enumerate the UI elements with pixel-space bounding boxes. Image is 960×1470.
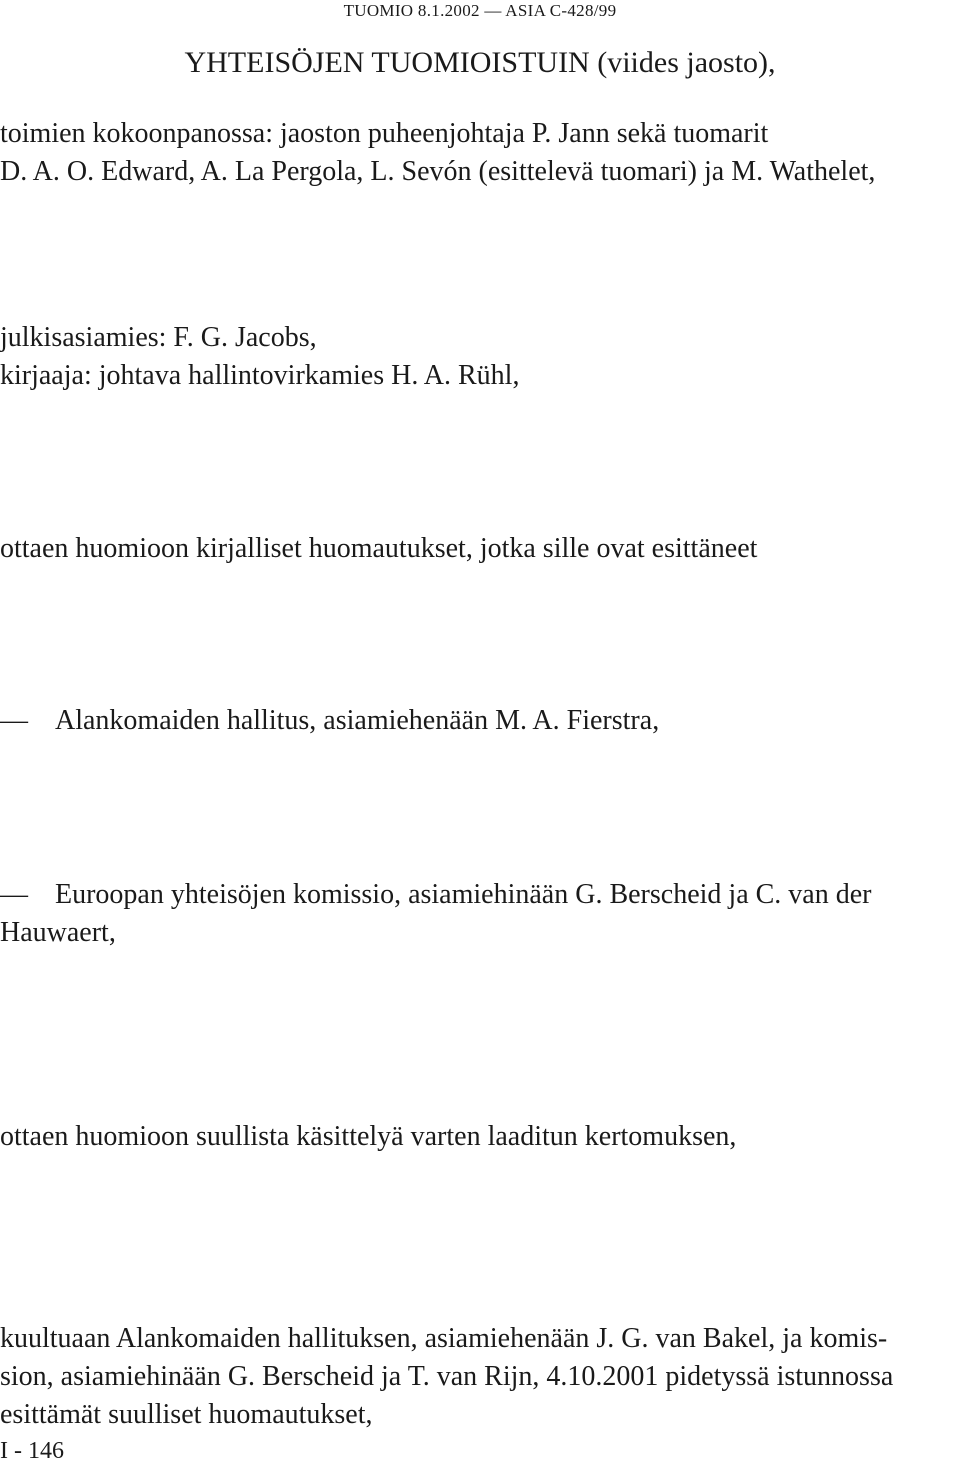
hearing-line-2: sion, asiamiehinään G. Berscheid ja T. van Rijn, 4.10.2001 pidetyssä istunnossa — [0, 1361, 894, 1392]
officers-block — [0, 319, 960, 395]
hearing-line-1: kuultuaan Alankomaiden hallituksen, asiamiehenään J. G. van Bakel, ja komis- — [0, 1323, 888, 1354]
composition-line-2: D. A. O. Edward, A. La Pergola, L. Sevón (esittelevä tuomari) ja M. Wathelet, — [0, 156, 876, 187]
report-paragraph: ottaen huomioon suullista käsittelyä varten laaditun kertomuksen, — [0, 1121, 737, 1152]
list-dash: — — [0, 879, 28, 910]
page-number: I - 146 — [0, 1438, 64, 1464]
observation-item-text-cont: Hauwaert, — [0, 917, 116, 948]
observation-item-text: Euroopan yhteisöjen komissio, asiamiehinään G. Berscheid ja C. van der — [55, 879, 872, 910]
hearing-paragraph — [0, 1320, 960, 1434]
composition-block — [0, 115, 960, 191]
composition-line-1: toimien kokoonpanossa: jaoston puheenjohtaja P. Jann sekä tuomarit — [0, 118, 769, 149]
observation-item-text: Alankomaiden hallitus, asiamiehenään M. A. Fierstra, — [55, 705, 660, 736]
hearing-line-3: esittämät suulliset huomautukset, — [0, 1399, 373, 1430]
list-dash: — — [0, 705, 28, 736]
registrar: kirjaaja: johtava hallintovirkamies H. A. Rühl, — [0, 360, 520, 391]
observations-intro: ottaen huomioon kirjalliset huomautukset, jotka sille ovat esittäneet — [0, 533, 758, 564]
court-title: YHTEISÖJEN TUOMIOISTUIN (viides jaosto), — [184, 46, 776, 79]
observation-item-commission — [0, 876, 960, 952]
observation-item-netherlands — [0, 702, 960, 740]
advocate-general: julkisasiamies: F. G. Jacobs, — [0, 322, 317, 353]
running-head: TUOMIO 8.1.2002 — ASIA C-428/99 — [343, 1, 617, 20]
